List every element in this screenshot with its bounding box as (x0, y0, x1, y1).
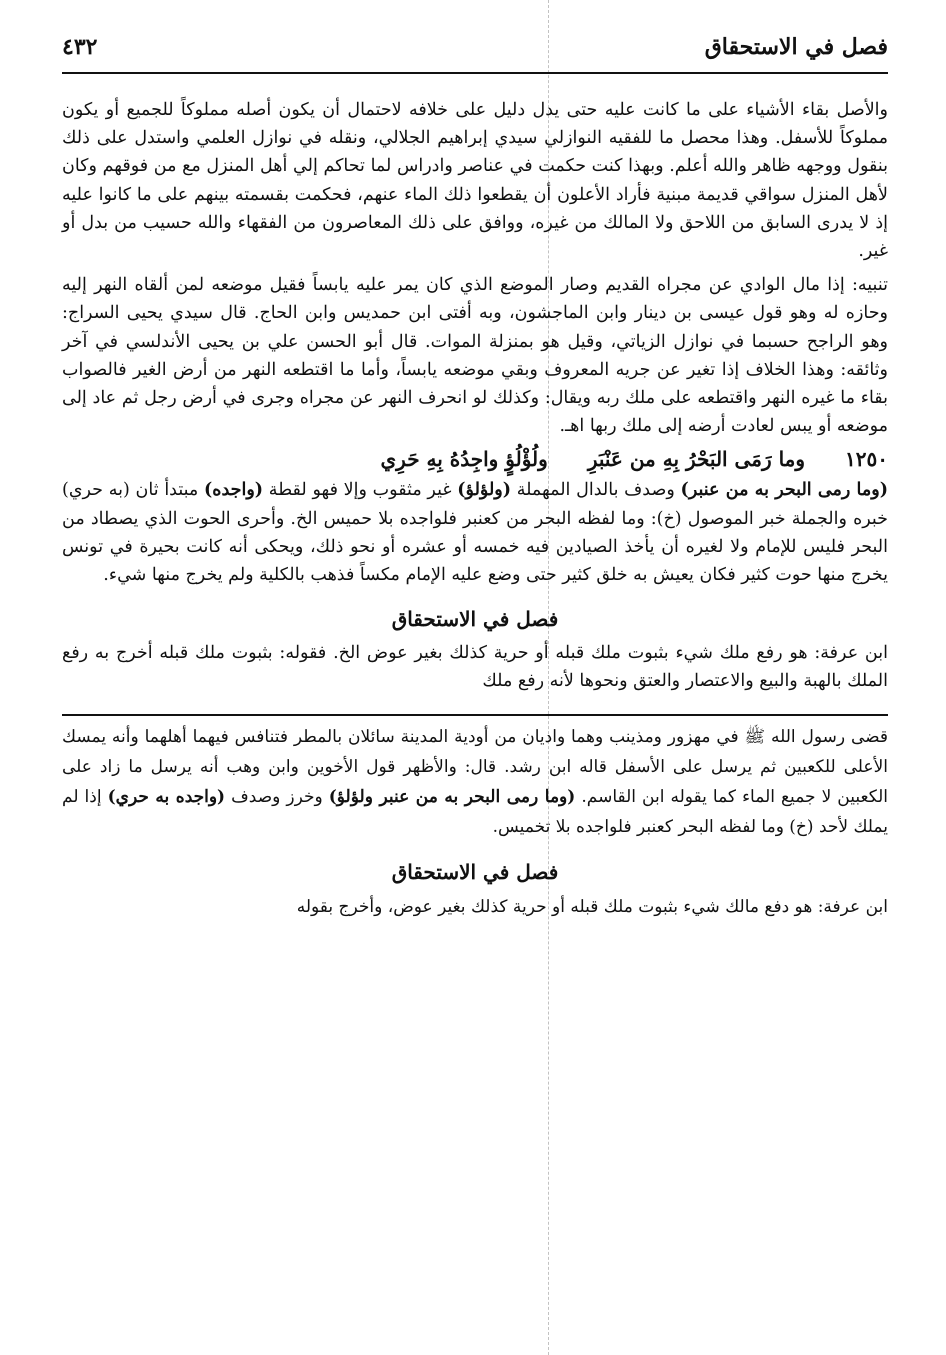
running-title: فصل في الاستحقاق (704, 34, 888, 60)
commentary-text: غير مثقوب وإلا فهو لقطة (263, 480, 458, 501)
footnote-quote: (وما رمى البحر به من عنبر ولؤلؤ) (328, 786, 576, 807)
verse-number: ١٢٥٠ (845, 447, 888, 472)
paragraph-note-river-shift: تنبيه: إذا مال الوادي عن مجراه القديم وصار الموضع الذي كان يمر عليه يابساً فقيل موضعه لمن ألقاه النهر إليه وحازه له وهو قول عيسى بن دينار وابن الماجشون، وبه أفتى ابن حمديس وابن الحاج. قال سيدي يحيى السراج: وهو الراجح حسبما في نوازل الزياتي، وقيل هو بمنزلة الموات. قال أبو الحسن علي بن يحيى الأندلسي في آخر وثائقه: وهذا الخلاف إذا تغير عن جريه المعروف وبقي موضعه يابساً، وأما ما اقتطعه النهر من أرض الغير فالصواب بقاء ما غيره النهر واقتطعه على ملك ربه ويقال: وكذلك لو انحرف النهر عن مجراه وجرى في أرض رجل ثم عاد إلى موضعه أو يبس لعادت أرضه إلى ملك ربها اهـ. (62, 275, 888, 437)
footnote-separator (62, 714, 888, 716)
verse-hemistich-1: وما رَمَى البَحْرُ بِهِ من عَنْبَرِ (587, 447, 806, 472)
footnote-quote: (واجده به حري) (107, 786, 226, 807)
section-heading: فصل في الاستحقاق (391, 607, 559, 632)
footnote-block (62, 722, 888, 922)
quoted-verse-part: (واجده) (204, 480, 264, 501)
page-number: ٤٣٢ (62, 34, 98, 60)
quoted-verse-part: (ولؤلؤ) (457, 480, 512, 501)
commentary-text: وصدف بالدال المهملة (511, 480, 681, 501)
footnote-text: قضى رسول الله ﷺ في مهزور ومذينب وهما واديان من أودية المدينة سائلان بالمطر فتنافس فيهما أهلهما وأنه يمسك الأعلى للكعبين ثم يرسل على الأسفل قاله ابن رشد. قال: والأظهر قول الأخوين وابن وهب أنه يرسل ما زاد على الكعبين لا جميع الماء كما يقوله ابن القاسم. (62, 726, 888, 807)
paragraph-origin-of-water: والأصل بقاء الأشياء على ما كانت عليه حتى يدل دليل على خلافه لاحتمال أن يكون أصله مملوكاً للجميع أو يكون مملوكاً للأسفل. وهذا محصل ما للفقيه النوازلي سيدي إبراهيم الجلالي، ونقله في نوازل العلمي واستدل على ذلك بنقول ووجهه ظاهر والله أعلم. وبهذا كنت حكمت في عناصر وادراس لما تحاكم إلي أهل المنزل مع من فوقهم وكان لأهل المنزل سواقي قديمة مبنية فأراد الأعلون أن يقطعوا ذلك الماء عنهم، فحكمت بقسمته بينهم على ما كانوا عليه إذ لا يدرى السابق من اللاحق ولا المالك من غيره، ووافق على ذلك المعاصرون من الفقهاء والله حسيب من بدل أو غير. (62, 100, 888, 262)
footnote-text: وخرز وصدف (225, 786, 329, 807)
commentary-text: مبتدأ ثان (به حري) خبره والجملة خبر الموصول (خ): وما لفظه البحر من كعنبر فلواجده بلا حميس الخ. وأحرى الحوت الذي يصطاد من البحر فليس للإمام ولا لغيره أن يأخذ الصيادين فيه خمسه أو عشره أو نحو ذلك، ويحكى أنه كانت بحيرة في تونس يخرج منها حوت كثير فكان يعيش به خلق كثير حتى وضع عليه الإمام مكساً فذهب بالكلية ولم يخرج منها شيء. (62, 480, 888, 586)
verse-hemistich-2: ولُؤْلُؤٍ واجِدُهُ بِهِ حَرِي (380, 447, 548, 472)
paragraph-istihqaq-definition: ابن عرفة: هو رفع ملك شيء بثبوت ملك قبله أو حرية كذلك بغير عوض الخ. فقوله: بثبوت ملك قبله أخرج به رفع الملك بالهبة والبيع والاعتصار والعتق ونحوها لأنه رفع ملك (62, 643, 888, 692)
quoted-verse-part: (وما رمى البحر به من عنبر) (680, 480, 888, 501)
footnote-definition: ابن عرفة: هو دفع مالك شيء بثبوت ملك قبله أو حرية كذلك بغير عوض، وأخرج بقوله (296, 896, 888, 917)
verse-line (62, 444, 888, 474)
footnote-paragraph (62, 722, 888, 842)
book-page (62, 34, 888, 1334)
running-head (62, 34, 888, 74)
footnote-text: إذا لم يملك لأحد (خ) وما لفظه البحر كعنبر فلواجده بلا تخميس. (62, 786, 888, 837)
footnote-heading: فصل في الاستحقاق (391, 859, 559, 884)
paragraph-verse-commentary (62, 476, 888, 589)
